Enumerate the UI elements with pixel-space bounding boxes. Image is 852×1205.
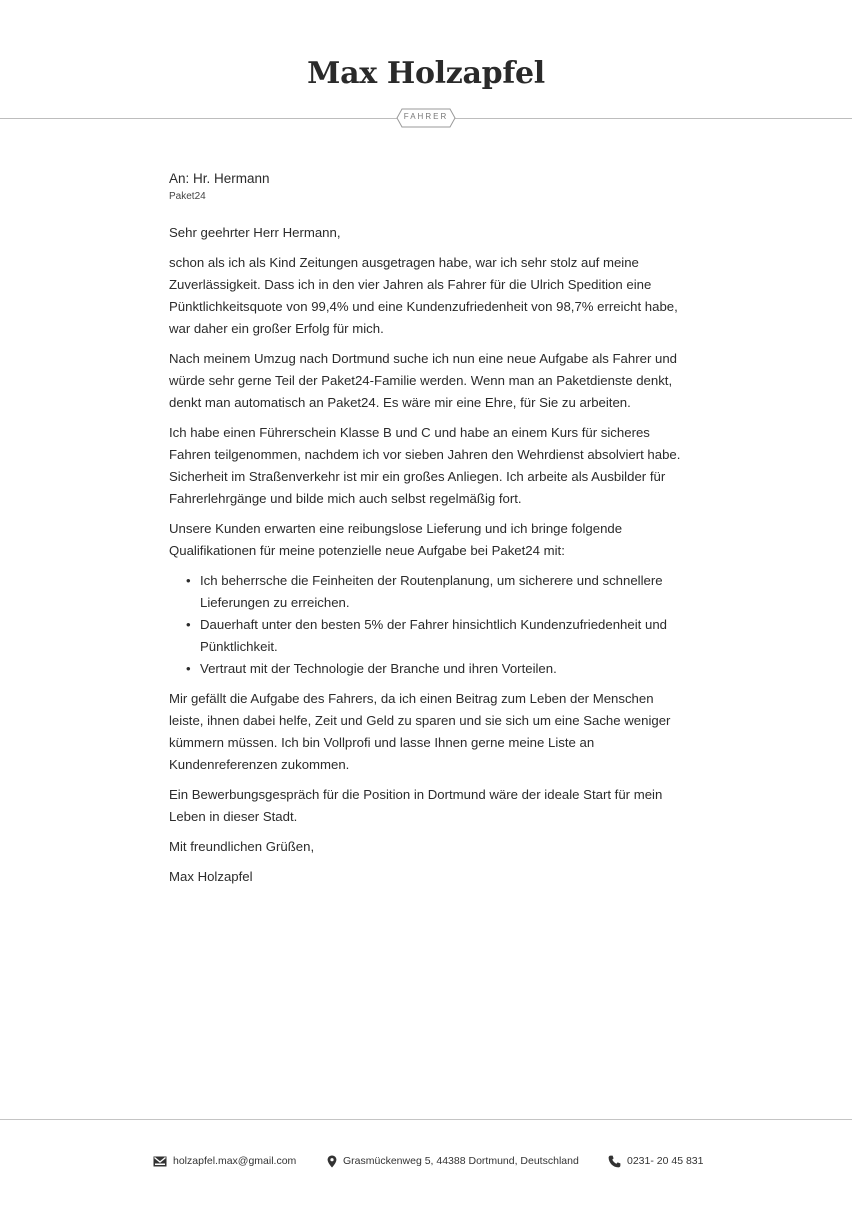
letter-paragraph: Ich habe einen Führerschein Klasse B und C und habe an einem Kurs für sicheres Fahren teilgenommen, nachdem ich vor sieben Jahren den Wehrdienst absolviert habe. Sicherheit im Straßenverkehr ist mir ein großes Anliegen. Ich arbeite als Ausbilder für Fahrerlehrgänge und bilde mich auch selbst regelmäßig fort.	[169, 425, 681, 506]
letter-paragraph: Unsere Kunden erwarten eine reibungslose Lieferung und ich bringe folgende Qualifikationen für meine potenzielle neue Aufgabe bei Paket24 mit:	[169, 521, 623, 558]
letter-paragraph: schon als ich als Kind Zeitungen ausgetragen habe, war ich sehr stolz auf meine Zuverlässigkeit. Dass ich in den vier Jahren als Fahrer für die Ulrich Spedition eine Pünktlichkeitsquote von 99,4% und eine Kundenzufriedenheit von 98,7% erreicht habe, war daher ein großer Erfolg für mich.	[169, 255, 678, 336]
salutation: Sehr geehrter Herr Hermann,	[169, 225, 341, 240]
contact-address	[327, 1152, 579, 1170]
contact-email[interactable]	[153, 1152, 296, 1170]
role-badge	[396, 108, 456, 128]
qualifications-list	[169, 570, 689, 680]
contact-footer	[0, 1152, 852, 1170]
address-text: Grasmückenweg 5, 44388 Dortmund, Deutschland	[343, 1155, 579, 1167]
footer-divider	[0, 1119, 852, 1120]
header-divider	[0, 108, 852, 128]
list-item-text: Ich beherrsche die Feinheiten der Routenplanung, um sicherere und schnellere Lieferungen zu erreichen.	[200, 573, 663, 610]
phone-text: 0231- 20 45 831	[627, 1155, 704, 1167]
closing-phrase: Mit freundlichen Grüßen,	[169, 839, 315, 854]
signature-name: Max Holzapfel	[169, 869, 253, 884]
list-item-text: Vertraut mit der Technologie der Branche und ihren Vorteilen.	[200, 661, 557, 676]
cover-letter-body	[169, 170, 689, 888]
bullet-dot-icon: •	[186, 573, 191, 588]
divider-line-left	[0, 118, 398, 119]
list-item	[169, 614, 689, 658]
recipient-name: An: Hr. Hermann	[169, 171, 270, 186]
contact-phone[interactable]	[608, 1152, 703, 1170]
list-item	[169, 570, 689, 614]
bullet-dot-icon: •	[186, 617, 191, 632]
divider-line-right	[454, 118, 852, 119]
letter-paragraph: Ein Bewerbungsgespräch für die Position in Dortmund wäre der ideale Start für mein Leben in dieser Stadt.	[169, 787, 663, 824]
role-label: FAHRER	[403, 112, 449, 121]
map-pin-icon	[327, 1155, 337, 1168]
recipient-company: Paket24	[169, 191, 206, 202]
phone-icon	[608, 1155, 621, 1168]
envelope-icon	[153, 1156, 167, 1167]
letter-paragraph: Nach meinem Umzug nach Dortmund suche ich nun eine neue Aufgabe als Fahrer und würde sehr gerne Teil der Paket24-Familie werden. Wenn man an Paketdienste denkt, denkt man automatisch an Paket24. Es wäre mir eine Ehre, für Sie zu arbeiten.	[169, 351, 678, 410]
email-text: holzapfel.max@gmail.com	[173, 1155, 297, 1167]
list-item-text: Dauerhaft unter den besten 5% der Fahrer hinsichtlich Kundenzufriedenheit und Pünktlichkeit.	[200, 617, 667, 654]
applicant-name-heading: Max Holzapfel	[307, 56, 545, 91]
bullet-dot-icon: •	[186, 661, 191, 676]
letter-paragraph: Mir gefällt die Aufgabe des Fahrers, da ich einen Beitrag zum Leben der Menschen leiste, ihnen dabei helfe, Zeit und Geld zu sparen und sie sich um eine Sache weniger kümmern müssen. Ich bin Vollprofi und lasse Ihnen gerne meine Liste an Kundenreferenzen zukommen.	[169, 691, 671, 772]
list-item	[169, 658, 689, 680]
